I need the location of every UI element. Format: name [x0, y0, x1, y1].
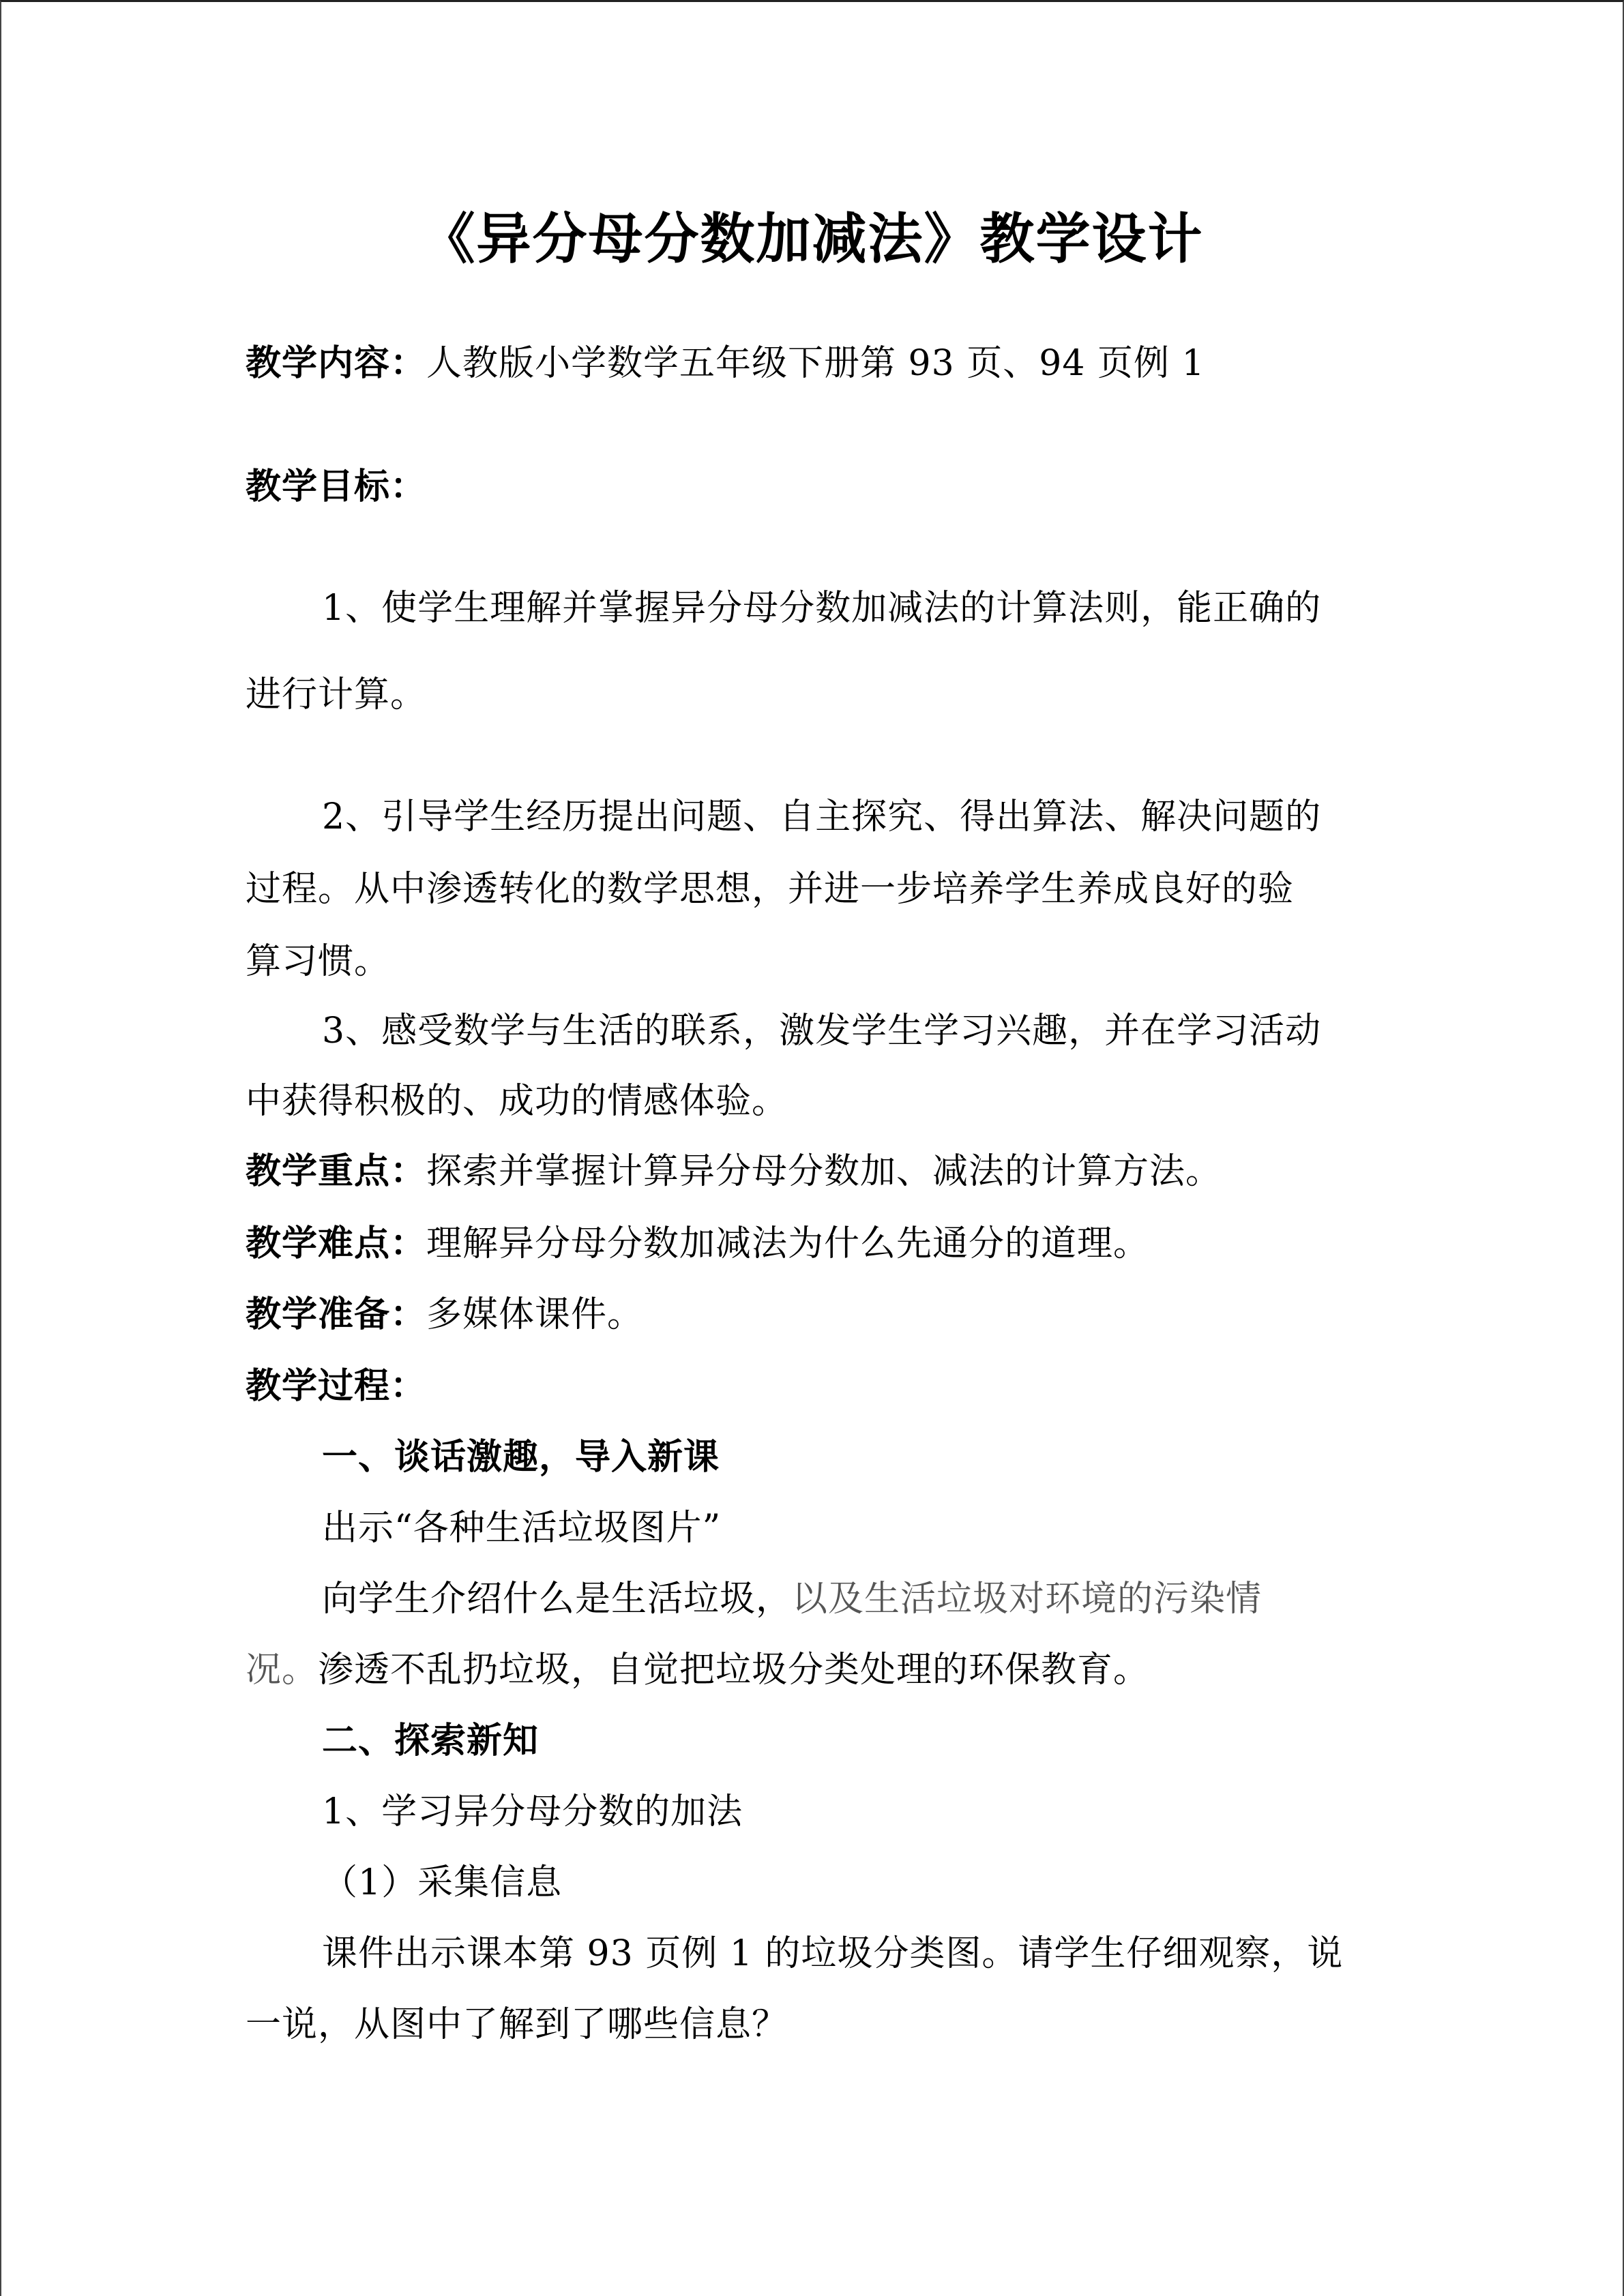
section-2-heading: 二、探索新知	[322, 1720, 540, 1761]
content-line	[246, 340, 1205, 387]
section-1-line-2-part-1: 况。	[246, 1650, 319, 1690]
section-1-line-2-part-2: 渗透不乱扔垃圾，自觉把垃圾分类处理的环保教育。	[318, 1650, 1150, 1690]
difficulty-line	[246, 1220, 1149, 1268]
objectives-label: 教学目标：	[246, 466, 427, 507]
section-2-sub-1-1: （1）采集信息	[322, 1862, 563, 1903]
objective-2-line-1: 2、引导学生经历提出问题、自主探究、得出算法、解决问题的	[322, 796, 1322, 837]
page-title: 《异分母分数加减法》教学设计	[420, 207, 1204, 271]
process-label: 教学过程：	[246, 1366, 427, 1407]
key-point-line	[246, 1148, 1222, 1195]
section-2-courseware-line-2: 一说，从图中了解到了哪些信息？	[246, 2004, 788, 2045]
objective-3-line-1: 3、感受数学与生活的联系，激发学生学习兴趣，并在学习活动	[322, 1011, 1322, 1052]
section-1-heading: 一、谈话激趣，导入新课	[322, 1437, 720, 1478]
difficulty-label: 教学难点：	[246, 1223, 427, 1264]
section-1-intro-line-2	[246, 1646, 1149, 1694]
content-text: 人教版小学数学五年级下册第 93 页、94 页例 1	[426, 343, 1205, 384]
section-1-intro-part-1: 向学生介绍什么是生活垃圾，	[322, 1579, 793, 1620]
objective-1-line-2: 进行计算。	[246, 674, 427, 715]
difficulty-text: 理解异分母分数加减法为什么先通分的道理。	[426, 1223, 1150, 1264]
objective-2-line-3: 算习惯。	[246, 941, 391, 982]
content-label: 教学内容：	[246, 343, 427, 384]
section-2-courseware-line-1: 课件出示课本第 93 页例 1 的垃圾分类图。请学生仔细观察，说	[322, 1933, 1344, 1974]
key-point-label: 教学重点：	[246, 1151, 427, 1192]
section-1-show-line: 出示“各种生活垃圾图片”	[322, 1508, 722, 1549]
objective-2-line-2: 过程。从中渗透转化的数学思想，并进一步培养学生养成良好的验	[246, 869, 1295, 910]
key-point-text: 探索并掌握计算异分母分数加、减法的计算方法。	[426, 1151, 1222, 1192]
section-1-intro-line-1	[322, 1575, 1262, 1623]
preparation-label: 教学准备：	[246, 1294, 427, 1335]
objective-1-line-1: 1、使学生理解并掌握异分母分数加减法的计算法则，能正确的	[322, 588, 1322, 629]
preparation-line	[246, 1291, 643, 1339]
section-2-sub-1: 1、学习异分母分数的加法	[322, 1791, 743, 1832]
objective-3-line-2: 中获得积极的、成功的情感体验。	[246, 1081, 788, 1122]
section-1-intro-part-2: 以及生活垃圾对环境的污染情	[792, 1579, 1263, 1620]
preparation-text: 多媒体课件。	[426, 1294, 644, 1335]
